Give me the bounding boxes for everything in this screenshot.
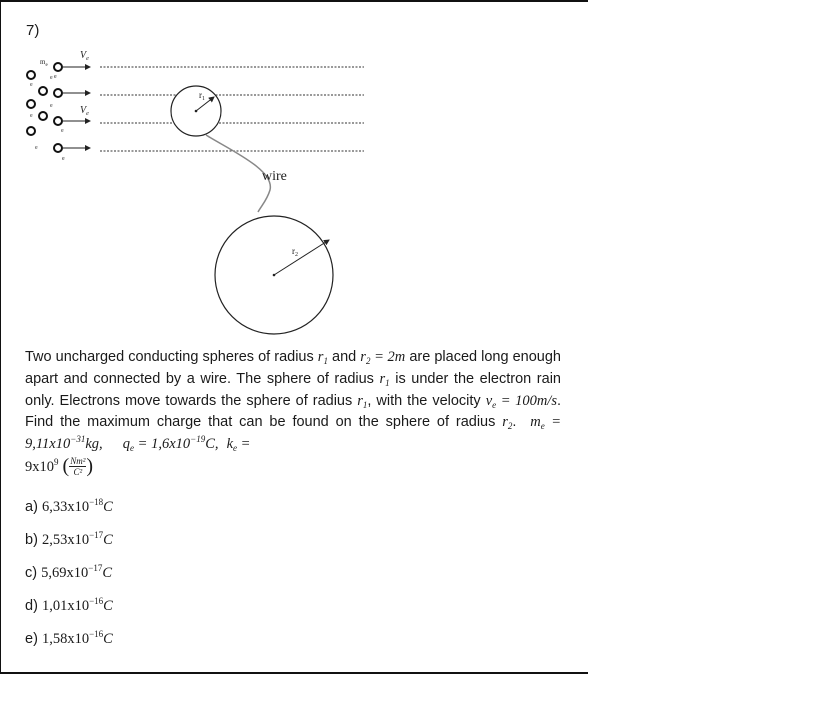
electron-path-lines (100, 67, 364, 151)
physics-diagram (0, 0, 588, 345)
problem-text-part: , with the velocity (367, 392, 486, 409)
r2-symbol: $r_2 = 2m$ (360, 349, 406, 366)
electron-label: e (61, 128, 64, 134)
electron-label: e (30, 113, 33, 119)
electron-circle (39, 112, 47, 120)
problem-text-part: Two uncharged conducting spheres of radius (25, 349, 318, 365)
me-label: $m_e$ (40, 58, 48, 68)
answer-options (25, 497, 113, 662)
question-number: 7) (26, 22, 40, 39)
problem-text-part: is under the electron rain only. Electrons move towards the sphere of radius (25, 370, 561, 409)
electron-circle (27, 127, 35, 135)
r1-label: $r_1$ (199, 90, 205, 102)
sphere-r2-center (273, 274, 276, 277)
velocity-expression: $v_e = 100m/s$ (485, 392, 557, 410)
electron-column-left (27, 71, 35, 135)
r1-symbol: $r_1$ (379, 370, 390, 388)
electron-label: e (35, 145, 38, 151)
electron-circle (54, 144, 62, 152)
coulomb-constant-value: $9x10^9$ (25, 456, 59, 475)
coulomb-units-fraction: $\frac{\text{Nm²}}{\text{C²}}$ (70, 456, 86, 478)
velocity-label: $V_e$ (80, 50, 89, 62)
connecting-wire (206, 135, 270, 212)
answer-option-b[interactable]: b) $2,53x10^{-17}C$ (25, 530, 113, 548)
electron-circle (54, 117, 62, 125)
electron-label: e (30, 82, 33, 88)
problem-text-part: . Find the maximum charge that can be found on the sphere of radius (25, 392, 562, 431)
r1-symbol: $r_1$ (357, 392, 368, 410)
answer-option-e[interactable]: e) $1,58x10^{-16}C$ (25, 629, 113, 647)
wire-label: wire (262, 169, 287, 184)
electron-circle (27, 71, 35, 79)
problem-text-part: . (512, 414, 524, 431)
problem-text-part: and (327, 349, 361, 365)
r1-symbol: $r_1$ (317, 349, 328, 366)
problem-text: Two uncharged conducting spheres of radius $r_1$ and $r_2 = 2m$ are placed long enough apart and connected by a wire. The sphere of radius $r_1$ is under the electron rain only. Electrons move towards the sphere of radius $r_1$, with the velocity $v_e = 100m/s$. Find the maximum charge that can be found on the sphere of radius $r_2$. $m_e = 9,11x10^{-31}kg$, $q_e = 1,6x10^{-19}C$, $k_e$ = $9x10^9$ ( $\frac{\text{Nm²}}{\text{C²}}$ ) (25, 349, 562, 478)
electron-column-middle (39, 87, 47, 120)
electron-label: e (54, 74, 57, 80)
problem-text-part: are placed long enough apart and connected by a wire. The sphere of radius (25, 349, 561, 387)
electron-circle (54, 89, 62, 97)
coulomb-constant: $k_e$ = (226, 436, 251, 454)
answer-option-d[interactable]: d) $1,01x10^{-16}C$ (25, 596, 113, 614)
charge-expression: $q_e = 1,6x10^{-19}C$, (122, 434, 219, 454)
electron-circle (39, 87, 47, 95)
electron-label: e (50, 103, 53, 109)
r2-label: $r_2$ (292, 246, 298, 258)
electron-label: e (50, 75, 53, 81)
answer-option-c[interactable]: c) $5,69x10^{-17}C$ (25, 563, 112, 581)
r2-symbol: $r_2$ (502, 414, 513, 432)
sphere-r1-center (195, 110, 198, 113)
electron-circle (27, 100, 35, 108)
velocity-label: $V_e$ (80, 105, 89, 117)
electron-circle (54, 63, 62, 71)
mass-expression: $m_e = 9,11x10^{-31}kg$, (25, 414, 561, 453)
electron-label: e (62, 156, 65, 162)
answer-option-a[interactable]: a) $6,33x10^{-18}C$ (25, 497, 113, 515)
